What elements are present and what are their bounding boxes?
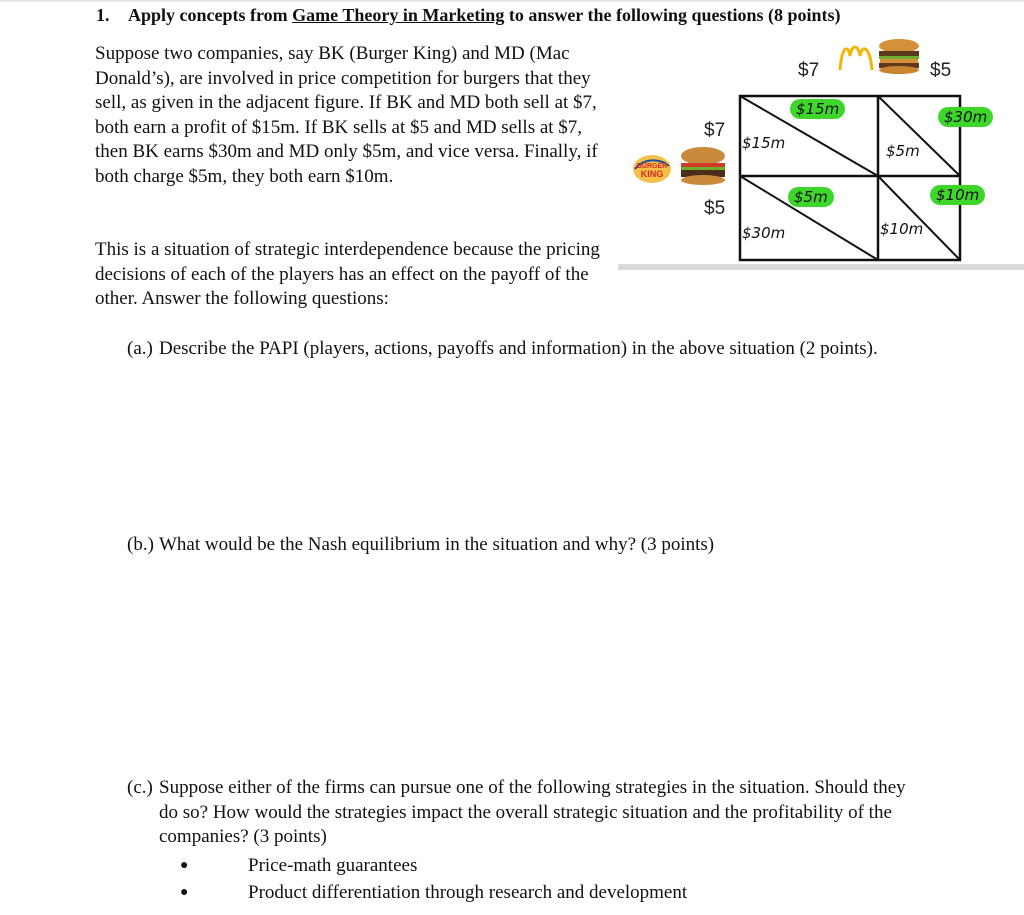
question-a-text: Describe the PAPI (players, actions, payoffs and information) in the above situation (2 points).: [159, 338, 878, 359]
payoff-r1c2-md-value: $30m: [938, 107, 993, 127]
bk-price-5-label: $5: [704, 198, 726, 219]
intro-paragraph: Suppose two companies, say BK (Burger King) and MD (Mac Donald’s), are involved in price competition for burgers that they sell, as given in the adjacent figure. If BK and MD both sell at $7, both earn a profit of $15m. If BK sells at $5 and MD sells at $7, then BK earns $30m and MD only $5m, and vice versa. Finally, if both charge $5m, they both earn $10m.: [95, 43, 598, 187]
question-a-label: (a.): [127, 338, 153, 359]
question-b-label: (b.): [127, 534, 154, 555]
question-a: [127, 337, 917, 362]
md-price-5-label: $5: [930, 60, 952, 81]
question-c-label: (c.): [127, 777, 153, 798]
question-c: [127, 776, 917, 850]
heading-pre: Apply concepts from: [128, 5, 293, 25]
burger-king-logo-icon: [632, 154, 672, 184]
payoff-r1c2-bk: $5m: [886, 142, 920, 160]
bullet-dot-icon: ●: [180, 885, 189, 900]
svg-text:KING: KING: [640, 169, 664, 179]
payoff-r1c2-md: [938, 108, 993, 126]
figure-shadow: [618, 264, 1024, 270]
question-title: [128, 5, 841, 26]
bullet-dot-icon: ●: [180, 858, 189, 873]
payoff-r2c2-bk: $10m: [880, 220, 924, 238]
payoff-r1c1-md-value: $15m: [790, 99, 845, 119]
payoff-matrix-figure: [618, 36, 1024, 272]
heading-topic: Game Theory in Marketing: [292, 5, 505, 25]
payoff-r1c1-md: [790, 100, 845, 118]
question-b: [127, 533, 917, 558]
heading-post: to answer the following questions (8 points): [504, 5, 841, 25]
whopper-burger-icon: [678, 146, 728, 186]
md-price-7-label: $7: [798, 60, 820, 81]
bullet-text: Price-math guarantees: [248, 855, 418, 876]
payoff-r2c2-md-value: $10m: [930, 185, 985, 205]
payoff-r1c1-bk: $15m: [742, 134, 786, 152]
payoff-r2c1-bk: $30m: [742, 224, 786, 242]
top-rule: [0, 0, 1024, 2]
payoff-r2c1-md-value: $5m: [788, 187, 834, 207]
payoff-r2c2-md: [930, 186, 985, 204]
mcdonalds-logo-icon: [838, 42, 874, 72]
bullet-text: Product differentiation through research and development: [248, 882, 688, 903]
svg-text:BURGER: BURGER: [636, 163, 668, 170]
interdependence-paragraph: This is a situation of strategic interdependence because the pricing decisions of each of the players has an effect on the payoff of the other. Answer the following questions:: [95, 239, 600, 309]
question-number: 1.: [96, 5, 110, 25]
bk-price-7-label: $7: [704, 120, 726, 141]
question-b-text: What would be the Nash equilibrium in the situation and why? (3 points): [159, 534, 715, 555]
question-c-text: Suppose either of the firms can pursue one of the following strategies in the situation. Should they do so? How would the strategies impact the overall strategic situation and the profitability of the companies? (3 points): [159, 777, 906, 847]
payoff-r2c1-md: [788, 188, 834, 206]
big-mac-burger-icon: [876, 38, 922, 74]
